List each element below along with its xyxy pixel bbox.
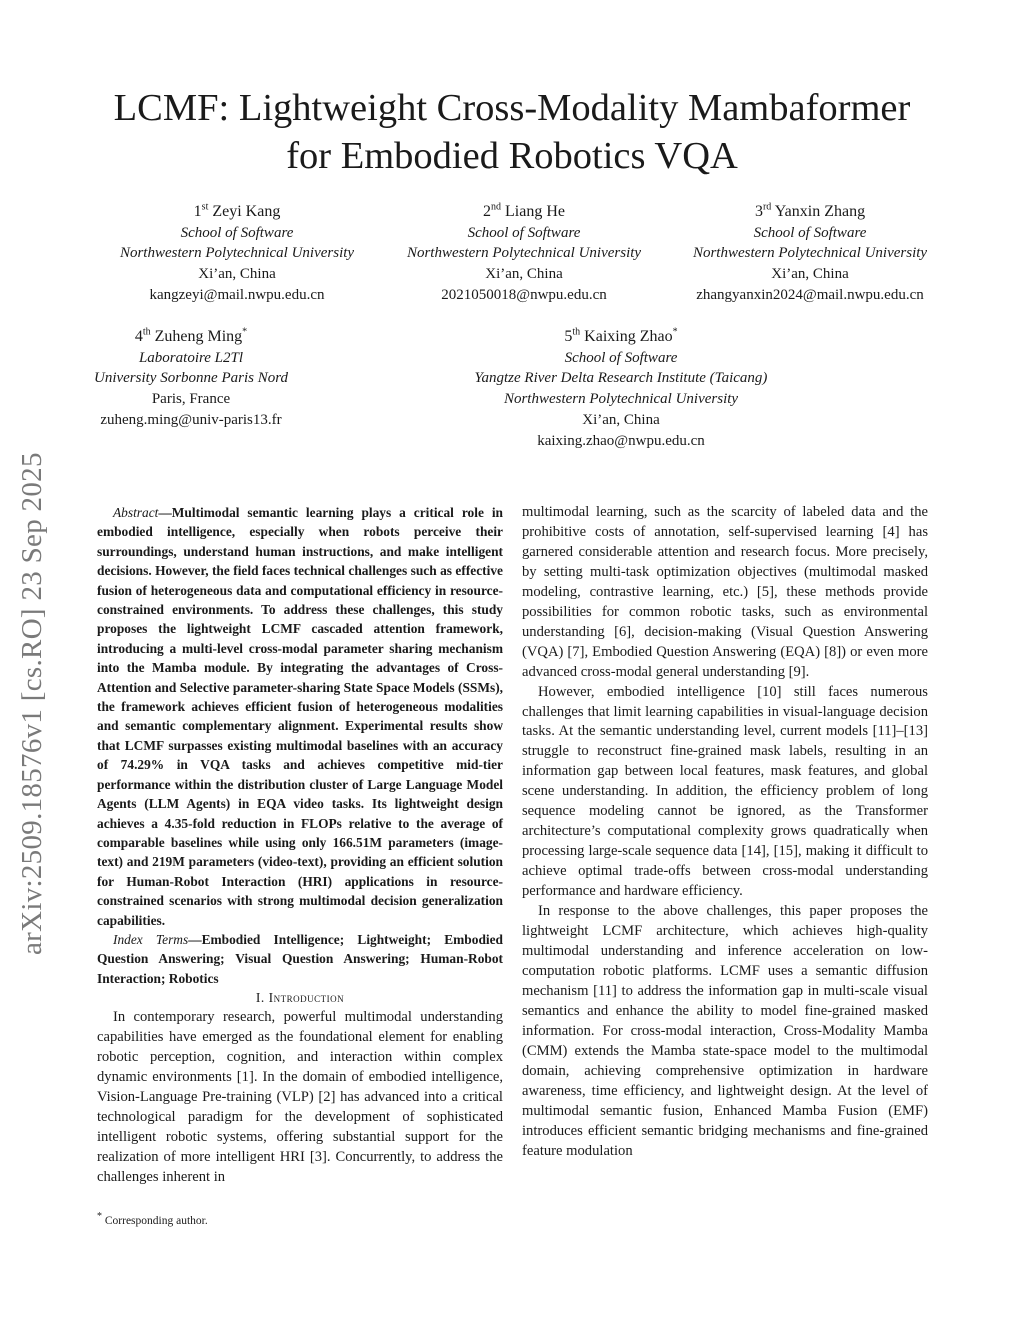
author-name-text: Zeyi Kang: [212, 203, 281, 220]
author-block: [97, 202, 377, 306]
author-ordinal-suffix: st: [201, 201, 209, 213]
author-city: Xi’an, China: [771, 266, 849, 283]
author-name-text: Yanxin Zhang: [774, 203, 866, 220]
author-email[interactable]: zuheng.ming@univ-paris13.fr: [100, 411, 282, 428]
author-affiliation: School of Software: [564, 349, 678, 366]
author-block: [441, 327, 801, 451]
author-name: [51, 327, 331, 348]
author-affiliation: School of Software: [467, 224, 581, 241]
abstract-label: Abstract: [113, 505, 159, 520]
body-paragraph: However, embodied intelligence [10] still faces numerous challenges that limit learning capabilities in visual-language decision tasks. At the semantic understanding level, current models [11]–[13] struggle to reconstruct fine-grained mask labels, resulting in an information gap between local features, mask features, and global scene understanding. In addition, the efficiency problem of long sequence modeling cannot be ignored, as the Transformer architecture’s computational complexity grows quadratically when processing large-scale sequence data [14], [15], making it difficult to achieve optimal trade-offs between cross-modal understanding performance and hardware efficiency.: [522, 683, 928, 900]
author-affiliation: Yangtze River Delta Research Institute (Taicang): [474, 370, 768, 387]
author-ordinal-suffix: nd: [491, 201, 501, 213]
author-name-text: Zuheng Ming: [154, 328, 243, 345]
author-ordinal: 4: [134, 328, 143, 345]
author-affiliation: Laboratoire L2Tl: [138, 349, 244, 366]
author-email[interactable]: zhangyanxin2024@mail.nwpu.edu.cn: [696, 286, 924, 303]
author-affiliation: Northwestern Polytechnical University: [503, 391, 739, 408]
title-line-1: LCMF: Lightweight Cross-Modality Mambaformer: [113, 87, 911, 129]
author-block: [51, 327, 331, 431]
author-name: [441, 327, 801, 348]
author-ordinal-suffix: th: [142, 326, 151, 338]
index-terms-body: —Embodied Intelligence; Lightweight; Embodied Question Answering; Visual Question Answering; Human-Robot Interaction; Robotics: [97, 931, 504, 986]
abstract: [97, 503, 503, 988]
body-paragraph: multimodal learning, such as the scarcity of labeled data and the prohibitive costs of annotation, self-supervised learning [4] has garnered considerable attention and research focus. More precisely, by setting multi-task optimization objectives (multimodal masked modeling, contrastive learning, etc.) [5], these methods provide possibilities for common robotic tasks, such as environmental understanding [6], decision-making (Visual Question Answering (VQA) [7], Embodied Question Answering (EQA) [8]) or even more advanced cross-modal general understanding [9].: [522, 504, 928, 680]
section-heading-introduction: I. Introduction: [255, 990, 345, 1006]
author-affiliation: University Sorbonne Paris Nord: [93, 370, 289, 387]
footnote-text: Corresponding author.: [104, 1214, 208, 1227]
author-city: Xi’an, China: [485, 266, 563, 283]
author-email[interactable]: kangzeyi@mail.nwpu.edu.cn: [149, 286, 325, 303]
author-email[interactable]: kaixing.zhao@nwpu.edu.cn: [537, 432, 705, 449]
author-name-text: Liang He: [505, 203, 565, 220]
right-column: [522, 503, 928, 1161]
arxiv-identifier: arXiv:2509.18576v1 [cs.RO] 23 Sep 2025: [16, 452, 48, 955]
author-ordinal: 2: [483, 203, 491, 220]
author-ordinal-suffix: rd: [762, 201, 772, 213]
paper-title: [60, 84, 964, 180]
author-name-text: Kaixing Zhao: [584, 328, 673, 345]
author-ordinal: 5: [564, 328, 573, 345]
author-ordinal: 3: [754, 203, 763, 220]
corresponding-mark: *: [242, 326, 248, 338]
author-affiliation: School of Software: [180, 224, 294, 241]
left-column: [97, 503, 503, 1229]
footnote-mark: *: [97, 1210, 102, 1222]
author-affiliation: Northwestern Polytechnical University: [406, 245, 642, 262]
abstract-body: —Multimodal semantic learning plays a critical role in embodied intelligence, especially when robots perceive their surroundings, understand human instructions, and make intelligent decisions. However, the field faces technical challenges such as effective fusion of heterogeneous data and computational efficiency in resource-constrained environments. To address these challenges, this study proposes the lightweight LCMF cascaded attention framework, introducing a multi-level cross-modal parameter sharing mechanism into the Mamba module. By integrating the advantages of Cross-Attention and Selective parameter-sharing State Space Models (SSMs), the framework achieves efficient fusion of heterogeneous modalities and semantic complementary alignment. Experimental results show that LCMF surpasses existing multimodal baselines with an accuracy of 74.29% in VQA tasks and achieves competitive mid-tier performance within the distribution cluster of Large Language Model Agents (LLM Agents) in EQA video tasks. Its lightweight design achieves a 4.35-fold reduction in FLOPs relative to the average of comparable baselines while using only 166.51M parameters (image-text) and 219M parameters (video-text), providing an efficient solution for Human-Robot Interaction (HRI) applications in resource-constrained scenarios with strong multimodal decision generalization capabilities.: [97, 505, 503, 928]
body-paragraph: In response to the above challenges, this paper proposes the lightweight LCMF architecture, which achieves high-quality multimodal understanding and inference acceleration on low-computation robotic platforms. LCMF uses a semantic diffusion mechanism [11] to address the information gap in multi-scale visual semantics and enhance the ability to model fine-grained masked information. For cross-modal interaction, Cross-Modality Mamba (CMM) extends the Mamba state-space model to the multimodal domain, achieving comprehensive optimization in hardware awareness, time efficiency, and lightweight design. At the level of multimodal semantic fusion, Enhanced Mamba Fusion (EMF) introduces efficient semantic bridging mechanisms and fine-grained feature modulation: [522, 903, 928, 1159]
author-block: [670, 202, 950, 306]
author-name: [384, 202, 664, 223]
author-affiliation: Northwestern Polytechnical University: [692, 245, 928, 262]
author-ordinal-suffix: th: [572, 326, 581, 338]
author-city: Xi’an, China: [582, 411, 660, 428]
author-ordinal: 1: [193, 203, 202, 220]
author-email[interactable]: 2021050018@nwpu.edu.cn: [441, 286, 607, 303]
index-terms-label: Index Terms: [113, 931, 189, 947]
intro-paragraph: In contemporary research, powerful multimodal understanding capabilities have emerged as the foundational element for enabling robotic perception, cognition, and interaction within complex dynamic environments [1]. In the domain of embodied intelligence, Vision-Language Pre-training (VLP) [2] has advanced into a critical technological paradigm for the development of sophisticated intelligent robotic systems, offering substantial support for the realization of more intelligent HRI [3]. Concurrently, to address the challenges inherent in: [97, 1009, 503, 1185]
author-city: Paris, France: [151, 391, 231, 408]
footnote: [97, 1210, 503, 1229]
author-name: [97, 202, 377, 223]
corresponding-mark: *: [672, 326, 678, 338]
title-line-2: for Embodied Robotics VQA: [286, 135, 738, 177]
author-name: [670, 202, 950, 223]
author-block: [384, 202, 664, 306]
author-affiliation: School of Software: [753, 224, 867, 241]
author-city: Xi’an, China: [198, 266, 276, 283]
author-affiliation: Northwestern Polytechnical University: [119, 245, 355, 262]
